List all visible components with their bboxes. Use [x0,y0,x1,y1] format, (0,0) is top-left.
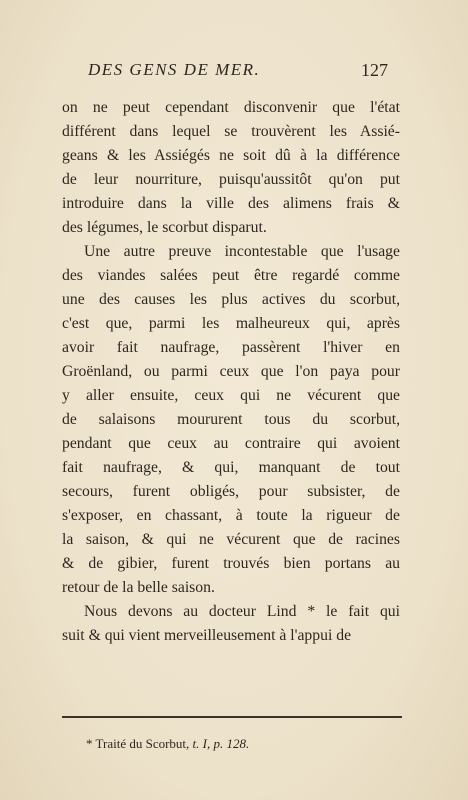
text-line: pendant que ceux au contraire qui avoient [62,435,400,452]
text-line: c'est que, parmi les malheureux qui, après [62,315,400,332]
paragraph [62,240,400,600]
text-line: des viandes salées peut être regardé comme [62,267,400,284]
running-header [88,60,388,88]
text-line: avoir fait naufrage, passèrent l'hiver en [62,339,400,356]
text-line: on ne peut cependant disconvenir que l'état [62,99,400,116]
text-line: de leur nourriture, puisqu'aussitôt qu'on put [62,171,400,188]
text-line: secours, furent obligés, pour subsister, de [62,483,400,500]
paragraph [62,96,400,240]
text-line: & de gibier, furent trouvés bien portans au [62,555,400,572]
page-number: 127 [361,60,388,80]
text-line: suit & qui vient merveilleusement à l'appui de [62,627,352,644]
footnote-rule [62,716,402,718]
text-line: s'exposer, en chassant, à toute la rigueur de [62,507,400,524]
text-line: fait naufrage, & qui, manquant de tout [62,459,400,476]
text-line: introduire dans la ville des alimens frais & [62,195,400,212]
footnote [86,736,386,752]
text-line: de salaisons moururent tous du scorbut, [62,411,400,428]
text-line: Groënland, ou parmi ceux que l'on paya pour [62,363,400,380]
text-line: y aller ensuite, ceux qui ne vécurent que [62,387,400,404]
text-line: une des causes les plus actives du scorbut, [62,291,400,308]
paragraph [62,600,400,648]
text-line: Nous devons au docteur Lind * le fait qui [84,603,400,620]
body-text [62,96,400,648]
text-line: la saison, & qui ne vécurent que de racines [62,531,400,548]
text-line: retour de la belle saison. [62,579,215,596]
text-line: différent dans lequel se trouvèrent les Assié- [62,123,400,140]
footnote-reference: t. I, p. 128. [192,736,250,751]
text-line: Une autre preuve incontestable que l'usage [84,243,400,260]
text-line: des légumes, le scorbut disparut. [62,219,267,236]
running-title: DES GENS DE MER. [88,60,261,79]
text-line: geans & les Assiégés ne soit dû à la différence [62,147,400,164]
footnote-text: * Traité du Scorbut, [86,736,190,751]
